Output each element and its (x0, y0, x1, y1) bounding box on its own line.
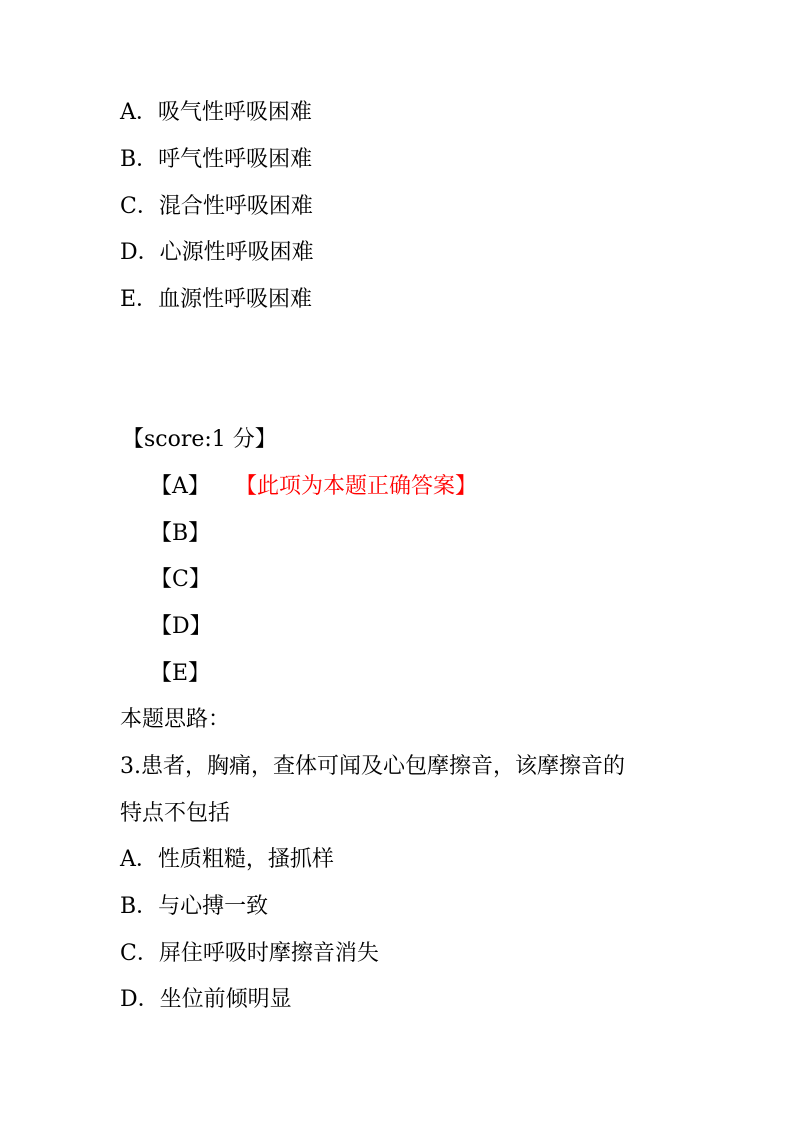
q3-option-a: A．性质粗糙，搔抓样 (120, 847, 334, 872)
q3-option-c: C．屏住呼吸时摩擦音消失 (120, 941, 379, 966)
answer-e: 【E】 (150, 661, 211, 686)
q3-option-d: D．坐位前倾明显 (120, 987, 292, 1012)
q3-stem-line2: 特点不包括 (120, 801, 231, 826)
q2-option-d: D．心源性呼吸困难 (120, 240, 314, 265)
q2-option-a: A．吸气性呼吸困难 (120, 100, 312, 125)
q2-option-b: B．呼气性呼吸困难 (120, 147, 313, 172)
reasoning-label: 本题思路： (120, 707, 231, 732)
answer-d: 【D】 (150, 614, 212, 639)
answer-a: 【A】 (150, 474, 210, 499)
q2-option-c: C．混合性呼吸困难 (120, 194, 313, 219)
correct-answer-note: 【此项为本题正确答案】 (235, 474, 478, 499)
q2-option-e: E．血源性呼吸困难 (120, 287, 313, 312)
score-label: 【score:1 分】 (122, 427, 277, 452)
q3-stem-line1: 3.患者，胸痛，查体可闻及心包摩擦音，该摩擦音的 (120, 754, 625, 779)
answer-b: 【B】 (150, 521, 211, 546)
q3-option-b: B．与心搏一致 (120, 894, 269, 919)
answer-c: 【C】 (150, 567, 211, 592)
